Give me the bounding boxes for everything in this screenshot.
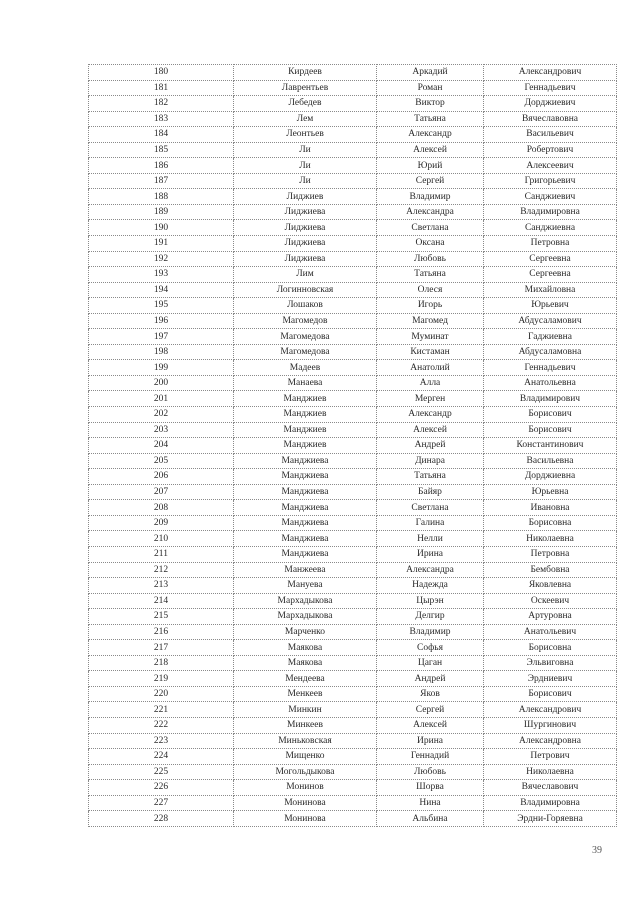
row-number-cell: 203 <box>89 422 234 438</box>
table-row <box>89 531 617 547</box>
row-number-cell: 186 <box>89 158 234 174</box>
row-number-cell: 189 <box>89 204 234 220</box>
patronymic-cell: Алексеевич <box>484 158 617 174</box>
patronymic-cell: Геннадьевич <box>484 80 617 96</box>
last-name-cell: Манжеева <box>234 562 377 578</box>
row-number-cell: 210 <box>89 531 234 547</box>
table-row <box>89 484 617 500</box>
last-name-cell: Монинов <box>234 780 377 796</box>
first-name-cell: Кистаман <box>377 344 484 360</box>
last-name-cell: Манджиев <box>234 438 377 454</box>
names-table <box>88 64 617 827</box>
last-name-cell: Марченко <box>234 624 377 640</box>
row-number-cell: 185 <box>89 142 234 158</box>
table-row <box>89 329 617 345</box>
patronymic-cell: Борисовна <box>484 640 617 656</box>
last-name-cell: Мищенко <box>234 749 377 765</box>
patronymic-cell: Юрьевич <box>484 298 617 314</box>
row-number-cell: 222 <box>89 717 234 733</box>
first-name-cell: Алла <box>377 375 484 391</box>
table-row <box>89 469 617 485</box>
first-name-cell: Алексей <box>377 142 484 158</box>
row-number-cell: 223 <box>89 733 234 749</box>
patronymic-cell: Борисович <box>484 422 617 438</box>
table-row <box>89 204 617 220</box>
first-name-cell: Муминат <box>377 329 484 345</box>
patronymic-cell: Ивановна <box>484 500 617 516</box>
first-name-cell: Цырэн <box>377 593 484 609</box>
table-row <box>89 453 617 469</box>
first-name-cell: Делгир <box>377 609 484 625</box>
row-number-cell: 202 <box>89 407 234 423</box>
first-name-cell: Любовь <box>377 764 484 780</box>
first-name-cell: Владимир <box>377 624 484 640</box>
table-row <box>89 111 617 127</box>
page-number: 39 <box>592 845 602 856</box>
first-name-cell: Нелли <box>377 531 484 547</box>
table-row <box>89 780 617 796</box>
first-name-cell: Александра <box>377 204 484 220</box>
row-number-cell: 217 <box>89 640 234 656</box>
first-name-cell: Сергей <box>377 702 484 718</box>
last-name-cell: Манджиева <box>234 515 377 531</box>
first-name-cell: Динара <box>377 453 484 469</box>
patronymic-cell: Васильевич <box>484 127 617 143</box>
table-row <box>89 142 617 158</box>
patronymic-cell: Геннадьевич <box>484 360 617 376</box>
last-name-cell: Лиджиева <box>234 236 377 252</box>
table-row <box>89 624 617 640</box>
row-number-cell: 199 <box>89 360 234 376</box>
patronymic-cell: Борисовна <box>484 515 617 531</box>
last-name-cell: Манаева <box>234 375 377 391</box>
last-name-cell: Минкеев <box>234 717 377 733</box>
last-name-cell: Манджиева <box>234 484 377 500</box>
first-name-cell: Цаган <box>377 655 484 671</box>
first-name-cell: Альбина <box>377 811 484 827</box>
patronymic-cell: Шургинович <box>484 717 617 733</box>
table-row <box>89 655 617 671</box>
row-number-cell: 191 <box>89 236 234 252</box>
row-number-cell: 184 <box>89 127 234 143</box>
patronymic-cell: Александрович <box>484 65 617 81</box>
last-name-cell: Манджиев <box>234 422 377 438</box>
table-row <box>89 593 617 609</box>
row-number-cell: 212 <box>89 562 234 578</box>
last-name-cell: Ли <box>234 142 377 158</box>
row-number-cell: 220 <box>89 686 234 702</box>
patronymic-cell: Васильевна <box>484 453 617 469</box>
table-row <box>89 562 617 578</box>
row-number-cell: 207 <box>89 484 234 500</box>
first-name-cell: Ирина <box>377 733 484 749</box>
row-number-cell: 208 <box>89 500 234 516</box>
first-name-cell: Софья <box>377 640 484 656</box>
first-name-cell: Магомед <box>377 313 484 329</box>
patronymic-cell: Петровна <box>484 236 617 252</box>
table-row <box>89 546 617 562</box>
row-number-cell: 216 <box>89 624 234 640</box>
last-name-cell: Логинновская <box>234 282 377 298</box>
first-name-cell: Татьяна <box>377 267 484 283</box>
table-row <box>89 811 617 827</box>
first-name-cell: Андрей <box>377 438 484 454</box>
first-name-cell: Надежда <box>377 578 484 594</box>
table-row <box>89 267 617 283</box>
last-name-cell: Мархадыкова <box>234 593 377 609</box>
row-number-cell: 188 <box>89 189 234 205</box>
last-name-cell: Лаврентьев <box>234 80 377 96</box>
first-name-cell: Галина <box>377 515 484 531</box>
table-row <box>89 671 617 687</box>
table-row <box>89 702 617 718</box>
first-name-cell: Оксана <box>377 236 484 252</box>
patronymic-cell: Бембовна <box>484 562 617 578</box>
row-number-cell: 183 <box>89 111 234 127</box>
patronymic-cell: Николаевна <box>484 764 617 780</box>
table-row <box>89 298 617 314</box>
last-name-cell: Минкин <box>234 702 377 718</box>
first-name-cell: Роман <box>377 80 484 96</box>
last-name-cell: Мархадыкова <box>234 609 377 625</box>
table-row <box>89 749 617 765</box>
table-row <box>89 609 617 625</box>
last-name-cell: Лошаков <box>234 298 377 314</box>
last-name-cell: Ли <box>234 158 377 174</box>
row-number-cell: 190 <box>89 220 234 236</box>
last-name-cell: Манджиев <box>234 391 377 407</box>
patronymic-cell: Владимировна <box>484 204 617 220</box>
table-row <box>89 282 617 298</box>
table-row <box>89 733 617 749</box>
row-number-cell: 205 <box>89 453 234 469</box>
row-number-cell: 196 <box>89 313 234 329</box>
last-name-cell: Магомедов <box>234 313 377 329</box>
patronymic-cell: Эрдни-Горяевна <box>484 811 617 827</box>
row-number-cell: 224 <box>89 749 234 765</box>
last-name-cell: Манджиева <box>234 453 377 469</box>
row-number-cell: 225 <box>89 764 234 780</box>
first-name-cell: Нина <box>377 795 484 811</box>
first-name-cell: Юрий <box>377 158 484 174</box>
last-name-cell: Мануева <box>234 578 377 594</box>
table-row <box>89 65 617 81</box>
table-row <box>89 313 617 329</box>
first-name-cell: Ирина <box>377 546 484 562</box>
row-number-cell: 198 <box>89 344 234 360</box>
table-row <box>89 515 617 531</box>
first-name-cell: Александр <box>377 407 484 423</box>
last-name-cell: Манджиев <box>234 407 377 423</box>
row-number-cell: 194 <box>89 282 234 298</box>
first-name-cell: Александр <box>377 127 484 143</box>
row-number-cell: 200 <box>89 375 234 391</box>
patronymic-cell: Александрович <box>484 702 617 718</box>
table-row <box>89 438 617 454</box>
first-name-cell: Светлана <box>377 500 484 516</box>
last-name-cell: Манджиева <box>234 500 377 516</box>
table-row <box>89 173 617 189</box>
patronymic-cell: Юрьевна <box>484 484 617 500</box>
patronymic-cell: Сергеевна <box>484 267 617 283</box>
last-name-cell: Манджиева <box>234 531 377 547</box>
table-row <box>89 500 617 516</box>
patronymic-cell: Дорджиевна <box>484 469 617 485</box>
first-name-cell: Андрей <box>377 671 484 687</box>
table-row <box>89 220 617 236</box>
row-number-cell: 215 <box>89 609 234 625</box>
last-name-cell: Магомедова <box>234 344 377 360</box>
patronymic-cell: Григорьевич <box>484 173 617 189</box>
row-number-cell: 213 <box>89 578 234 594</box>
patronymic-cell: Константинович <box>484 438 617 454</box>
last-name-cell: Маякова <box>234 640 377 656</box>
row-number-cell: 201 <box>89 391 234 407</box>
row-number-cell: 192 <box>89 251 234 267</box>
first-name-cell: Мерген <box>377 391 484 407</box>
row-number-cell: 182 <box>89 96 234 112</box>
last-name-cell: Лиджиева <box>234 251 377 267</box>
names-table-body <box>89 65 617 827</box>
last-name-cell: Лиджиев <box>234 189 377 205</box>
first-name-cell: Любовь <box>377 251 484 267</box>
table-row <box>89 391 617 407</box>
table-row <box>89 795 617 811</box>
last-name-cell: Мадеев <box>234 360 377 376</box>
first-name-cell: Яков <box>377 686 484 702</box>
first-name-cell: Геннадий <box>377 749 484 765</box>
patronymic-cell: Эрдниевич <box>484 671 617 687</box>
patronymic-cell: Николаевна <box>484 531 617 547</box>
row-number-cell: 209 <box>89 515 234 531</box>
patronymic-cell: Дорджиевич <box>484 96 617 112</box>
row-number-cell: 197 <box>89 329 234 345</box>
table-row <box>89 375 617 391</box>
table-row <box>89 764 617 780</box>
last-name-cell: Манджиева <box>234 469 377 485</box>
table-row <box>89 189 617 205</box>
patronymic-cell: Абдусаламович <box>484 313 617 329</box>
table-row <box>89 158 617 174</box>
table-row <box>89 96 617 112</box>
last-name-cell: Мендеева <box>234 671 377 687</box>
row-number-cell: 187 <box>89 173 234 189</box>
patronymic-cell: Анатольевич <box>484 624 617 640</box>
table-row <box>89 236 617 252</box>
first-name-cell: Светлана <box>377 220 484 236</box>
patronymic-cell: Артуровна <box>484 609 617 625</box>
table-row <box>89 578 617 594</box>
table-row <box>89 422 617 438</box>
patronymic-cell: Александровна <box>484 733 617 749</box>
first-name-cell: Шорва <box>377 780 484 796</box>
patronymic-cell: Эльвиговна <box>484 655 617 671</box>
patronymic-cell: Петровна <box>484 546 617 562</box>
table-row <box>89 407 617 423</box>
first-name-cell: Татьяна <box>377 111 484 127</box>
first-name-cell: Олеся <box>377 282 484 298</box>
first-name-cell: Сергей <box>377 173 484 189</box>
first-name-cell: Виктор <box>377 96 484 112</box>
patronymic-cell: Петрович <box>484 749 617 765</box>
table-row <box>89 344 617 360</box>
patronymic-cell: Робертович <box>484 142 617 158</box>
last-name-cell: Миньковская <box>234 733 377 749</box>
row-number-cell: 221 <box>89 702 234 718</box>
patronymic-cell: Оскеевич <box>484 593 617 609</box>
table-row <box>89 360 617 376</box>
last-name-cell: Лиджиева <box>234 204 377 220</box>
row-number-cell: 181 <box>89 80 234 96</box>
patronymic-cell: Вячеславович <box>484 780 617 796</box>
last-name-cell: Магомедова <box>234 329 377 345</box>
table-row <box>89 717 617 733</box>
row-number-cell: 211 <box>89 546 234 562</box>
table-row <box>89 127 617 143</box>
table-row <box>89 686 617 702</box>
patronymic-cell: Вячеславовна <box>484 111 617 127</box>
patronymic-cell: Борисович <box>484 686 617 702</box>
last-name-cell: Леонтьев <box>234 127 377 143</box>
last-name-cell: Лим <box>234 267 377 283</box>
patronymic-cell: Борисович <box>484 407 617 423</box>
first-name-cell: Игорь <box>377 298 484 314</box>
last-name-cell: Менкеев <box>234 686 377 702</box>
row-number-cell: 219 <box>89 671 234 687</box>
patronymic-cell: Абдусаламовна <box>484 344 617 360</box>
last-name-cell: Кирдеев <box>234 65 377 81</box>
row-number-cell: 195 <box>89 298 234 314</box>
row-number-cell: 227 <box>89 795 234 811</box>
row-number-cell: 226 <box>89 780 234 796</box>
last-name-cell: Могольдыкова <box>234 764 377 780</box>
first-name-cell: Татьяна <box>377 469 484 485</box>
last-name-cell: Монинова <box>234 795 377 811</box>
patronymic-cell: Владимировна <box>484 795 617 811</box>
table-row <box>89 251 617 267</box>
last-name-cell: Монинова <box>234 811 377 827</box>
patronymic-cell: Владимирович <box>484 391 617 407</box>
names-table-container <box>88 64 616 827</box>
first-name-cell: Александра <box>377 562 484 578</box>
last-name-cell: Лем <box>234 111 377 127</box>
row-number-cell: 228 <box>89 811 234 827</box>
last-name-cell: Ли <box>234 173 377 189</box>
last-name-cell: Манджиева <box>234 546 377 562</box>
patronymic-cell: Сергеевна <box>484 251 617 267</box>
table-row <box>89 80 617 96</box>
patronymic-cell: Гаджиевна <box>484 329 617 345</box>
patronymic-cell: Анатольевна <box>484 375 617 391</box>
patronymic-cell: Яковлевна <box>484 578 617 594</box>
table-row <box>89 640 617 656</box>
first-name-cell: Алексей <box>377 717 484 733</box>
patronymic-cell: Санджиевна <box>484 220 617 236</box>
row-number-cell: 214 <box>89 593 234 609</box>
row-number-cell: 204 <box>89 438 234 454</box>
first-name-cell: Алексей <box>377 422 484 438</box>
patronymic-cell: Санджиевич <box>484 189 617 205</box>
last-name-cell: Маякова <box>234 655 377 671</box>
patronymic-cell: Михайловна <box>484 282 617 298</box>
first-name-cell: Байяр <box>377 484 484 500</box>
last-name-cell: Лебедев <box>234 96 377 112</box>
row-number-cell: 193 <box>89 267 234 283</box>
last-name-cell: Лиджиева <box>234 220 377 236</box>
first-name-cell: Анатолий <box>377 360 484 376</box>
row-number-cell: 206 <box>89 469 234 485</box>
row-number-cell: 180 <box>89 65 234 81</box>
first-name-cell: Владимир <box>377 189 484 205</box>
first-name-cell: Аркадий <box>377 65 484 81</box>
row-number-cell: 218 <box>89 655 234 671</box>
